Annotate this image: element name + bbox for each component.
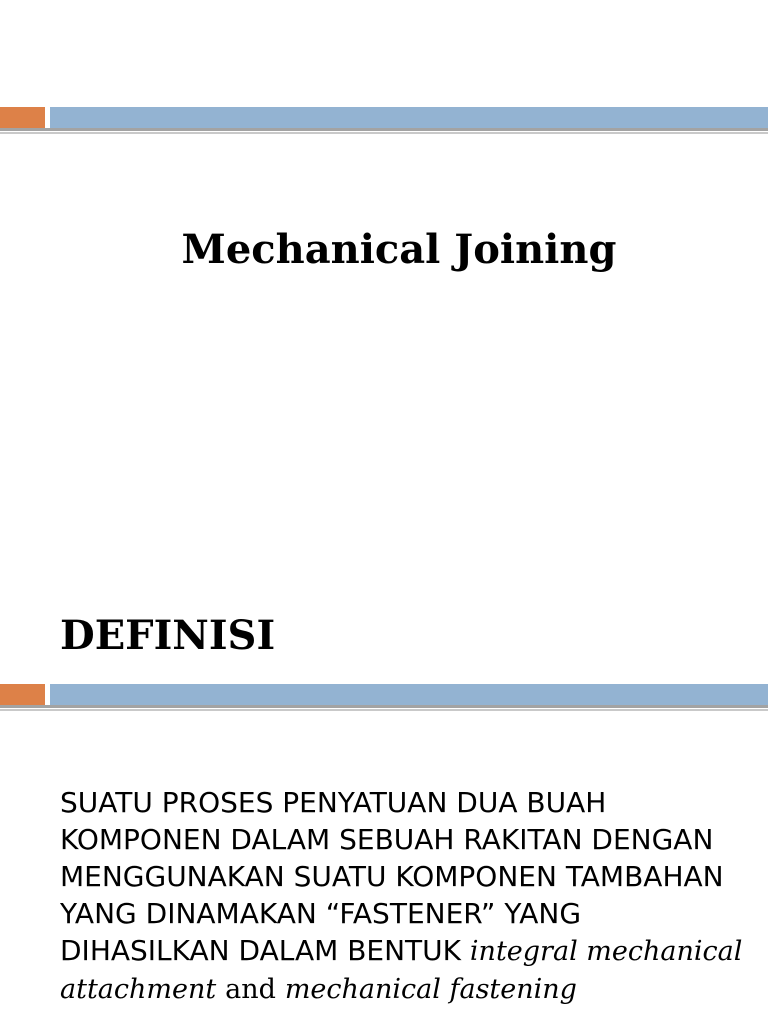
definition-conjunction: and xyxy=(225,974,276,1005)
slide-title: Mechanical Joining xyxy=(181,226,617,273)
definition-body-caps: SUATU PROSES PENYATUAN DUA BUAH KOMPONEN DALAM SEBUAH RAKITAN DENGAN MENGGUNAKAN SUATU KOMPONEN TAMBAHAN YANG DINAMAKAN “FASTENER” YANG DIHASILKAN DALAM BENTUK xyxy=(60,786,724,967)
definition-italic-term-2: mechanical fastening xyxy=(284,974,577,1005)
section-heading: DEFINISI xyxy=(60,612,276,659)
accent-block-orange xyxy=(0,684,45,705)
accent-bar-blue xyxy=(50,684,768,705)
divider-rule-light xyxy=(0,709,768,711)
definition-body xyxy=(60,784,750,1008)
header-band-bottom xyxy=(0,684,768,716)
accent-block-orange xyxy=(0,107,45,128)
accent-bar-blue xyxy=(50,107,768,128)
divider-rule-light xyxy=(0,132,768,134)
divider-rule xyxy=(0,128,768,131)
definition-italic-term-1: integral mechanical attachment xyxy=(60,936,743,1005)
divider-rule xyxy=(0,705,768,708)
header-band-top xyxy=(0,107,768,139)
